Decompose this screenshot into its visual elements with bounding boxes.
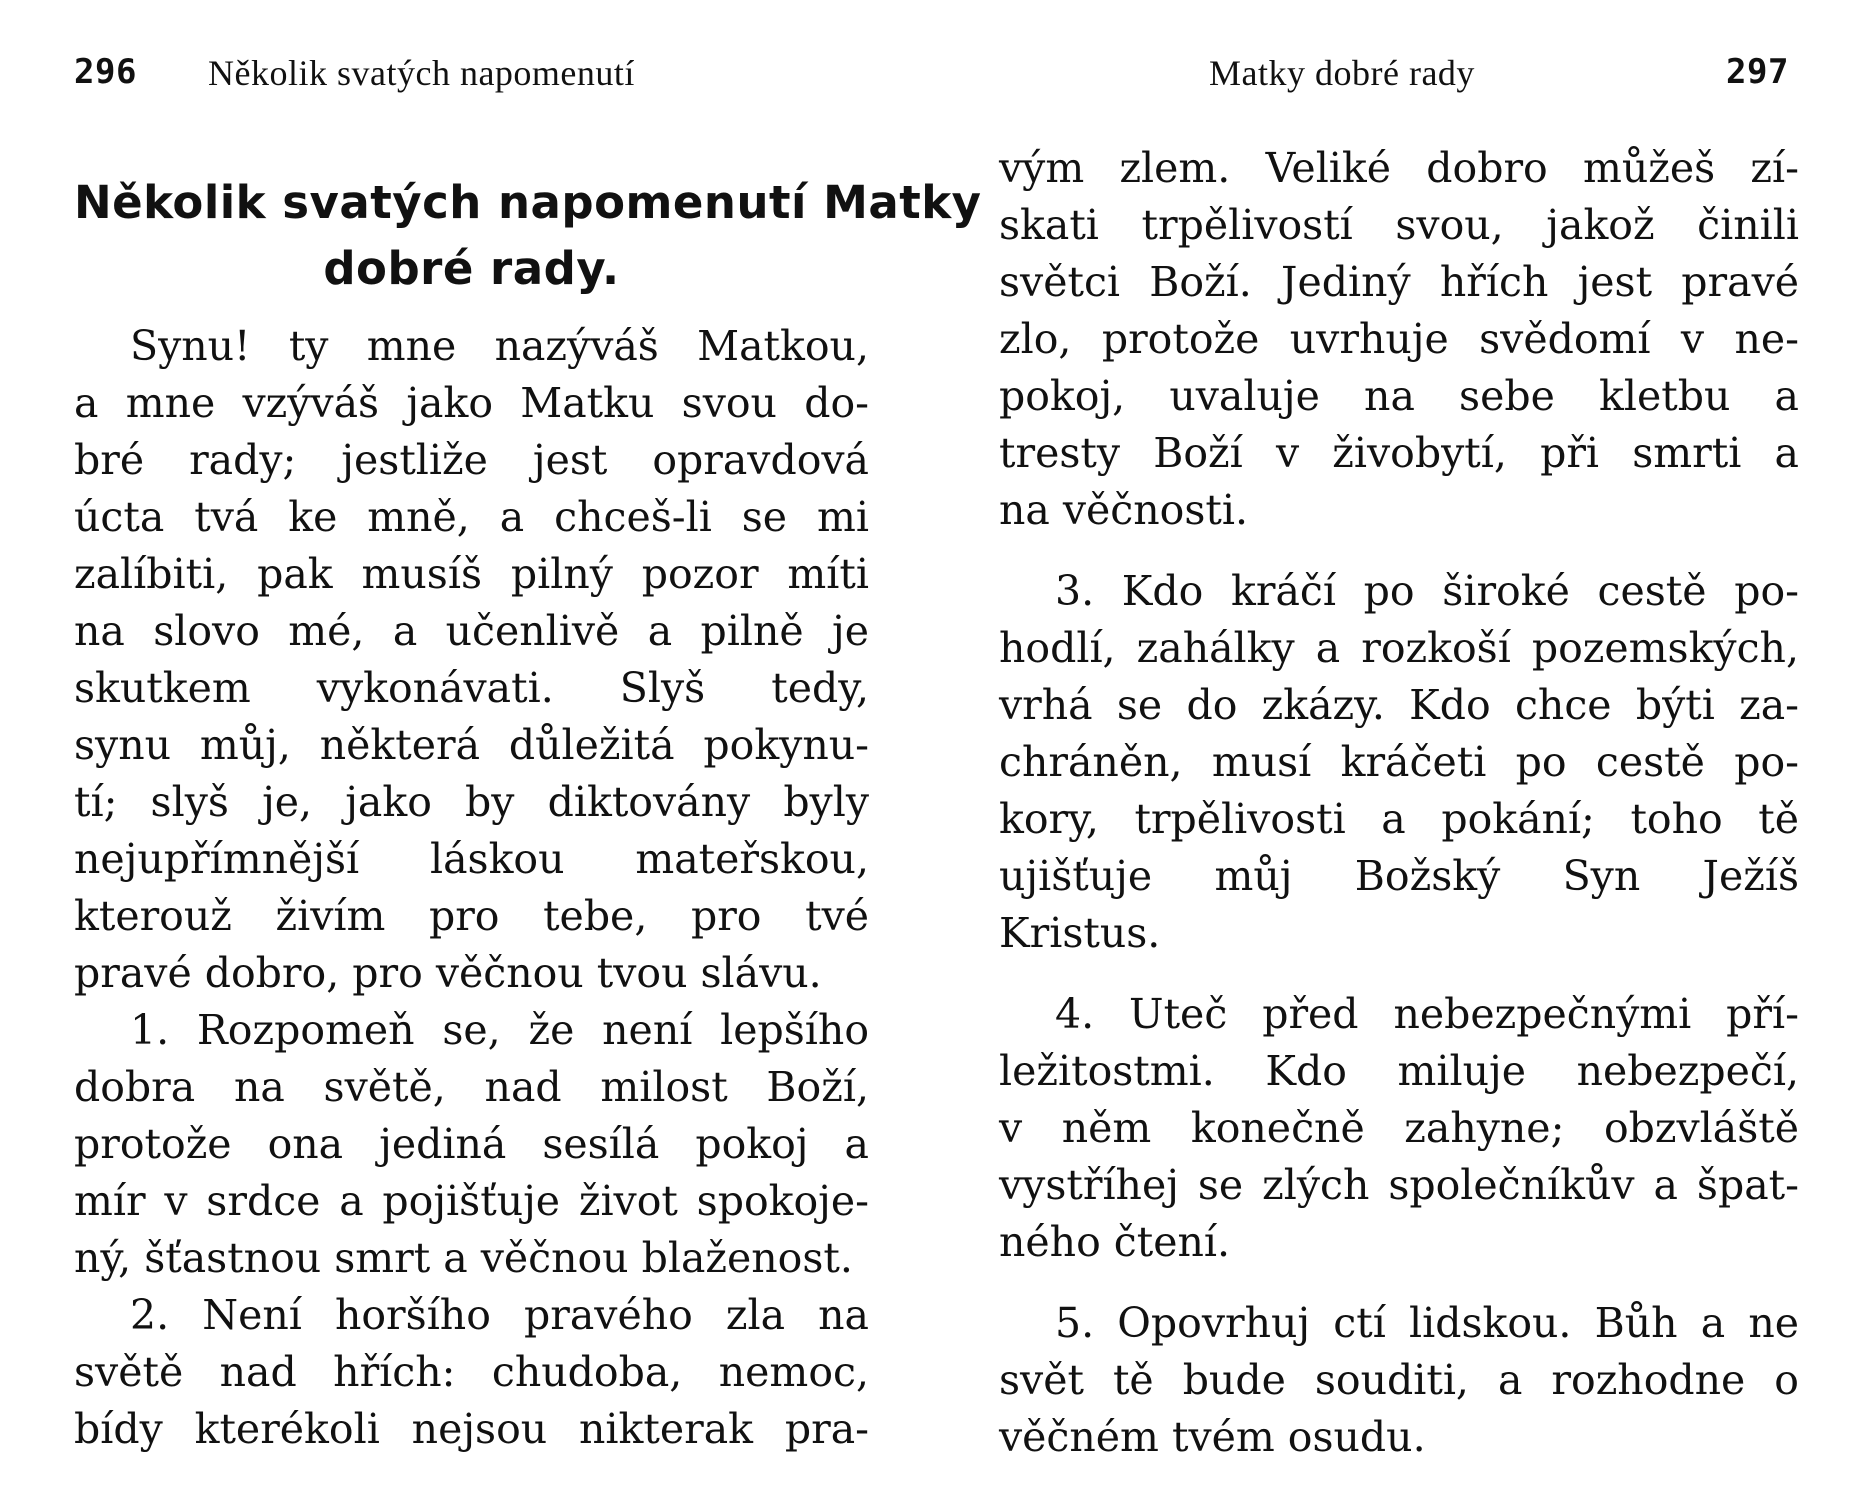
text-line: zalíbiti, pak musíš pilný pozor míti [74,550,869,598]
text-line: tí; slyš je, jako by diktovány byly [74,778,869,826]
text-line: 1. Rozpomeň se, že není lepšího [130,1006,869,1054]
text-line: dobra na světě, nad milost Boží, [74,1063,869,1111]
text-line: věčném tvém osudu. [999,1413,1426,1461]
text-line: světě nad hřích: chudoba, nemoc, [74,1348,869,1396]
text-line: mír v srdce a pojišťuje život spokoje- [74,1177,869,1225]
text-line: vrhá se do zkázy. Kdo chce býti za- [999,681,1799,729]
text-line: a mne vzýváš jako Matku svou do- [74,379,869,427]
paragraph-gap [999,1271,1799,1295]
paragraph [999,563,1799,962]
paragraph [999,986,1799,1271]
text-line: tresty Boží v živobytí, při smrti a [999,429,1799,477]
text-line: vystříhej se zlých společníkův a špat- [999,1161,1799,1209]
paragraph [999,1295,1799,1466]
running-head: Několik svatých napomenutí [208,53,635,93]
chapter-title-line: Několik svatých napomenutí Matky [74,176,982,229]
text-line: chráněn, musí kráčeti po cestě po- [999,738,1799,786]
paragraph-gap [999,962,1799,986]
text-line: skati trpělivostí svou, jakož činili [999,201,1799,249]
text-line: synu můj, některá důležitá pokynu- [74,721,869,769]
text-line: pravé dobro, pro věčnou tvou slávu. [74,949,822,997]
text-line: protože ona jediná sesílá pokoj a [74,1120,869,1168]
right-text-column [999,140,1799,1466]
text-line: ného čtení. [999,1218,1231,1266]
chapter-title [74,170,982,302]
text-line: na slovo mé, a učenlivě a pilně je [74,607,869,655]
text-line: vým zlem. Veliké dobro můžeš zí- [999,144,1799,192]
text-line: 5. Opovrhuj ctí lidskou. Bůh a ne [1055,1299,1799,1347]
chapter-title-line: dobré rady. [323,242,620,295]
text-line: zlo, protože uvrhuje svědomí v ne- [999,315,1799,363]
left-text-column [74,318,869,1458]
paragraph [999,140,1799,539]
text-line: světci Boží. Jediný hřích jest pravé [999,258,1799,306]
text-line: na věčnosti. [999,486,1249,534]
text-line: kory, trpělivosti a pokání; toho tě [999,795,1799,843]
text-line: hodlí, zahálky a rozkoší pozemských, [999,624,1799,672]
text-line: bídy kterékoli nejsou nikterak pra- [74,1405,869,1453]
text-line: bré rady; jestliže jest opravdová [74,436,869,484]
running-head: Matky dobré rady [1209,53,1475,93]
text-line: úcta tvá ke mně, a chceš-li se mi [74,493,869,541]
paragraph-gap [999,539,1799,563]
text-line: skutkem vykonávati. Slyš tedy, [74,664,869,712]
text-line: 2. Není horšího pravého zla na [130,1291,869,1339]
text-line: Synu! ty mne nazýváš Matkou, [130,322,869,370]
right-page [931,0,1862,1500]
text-line: 4. Uteč před nebezpečnými pří- [1055,990,1799,1038]
page-number: 297 [1726,52,1789,92]
text-line: nejupřímnější láskou mateřskou, [74,835,869,883]
text-line: kterouž živím pro tebe, pro tvé [74,892,869,940]
text-line: 3. Kdo kráčí po široké cestě po- [1055,567,1799,615]
text-line: ujišťuje můj Božský Syn Ježíš [999,852,1799,900]
page-number: 296 [74,52,137,92]
text-line: ležitostmi. Kdo miluje nebezpečí, [999,1047,1799,1095]
text-line: pokoj, uvaluje na sebe kletbu a [999,372,1799,420]
text-line: ný, šťastnou smrt a věčnou blaženost. [74,1234,853,1282]
text-line: v něm konečně zahyne; obzvláště [999,1104,1799,1152]
text-line: svět tě bude souditi, a rozhodne o [999,1356,1799,1404]
text-line: Kristus. [999,909,1161,957]
